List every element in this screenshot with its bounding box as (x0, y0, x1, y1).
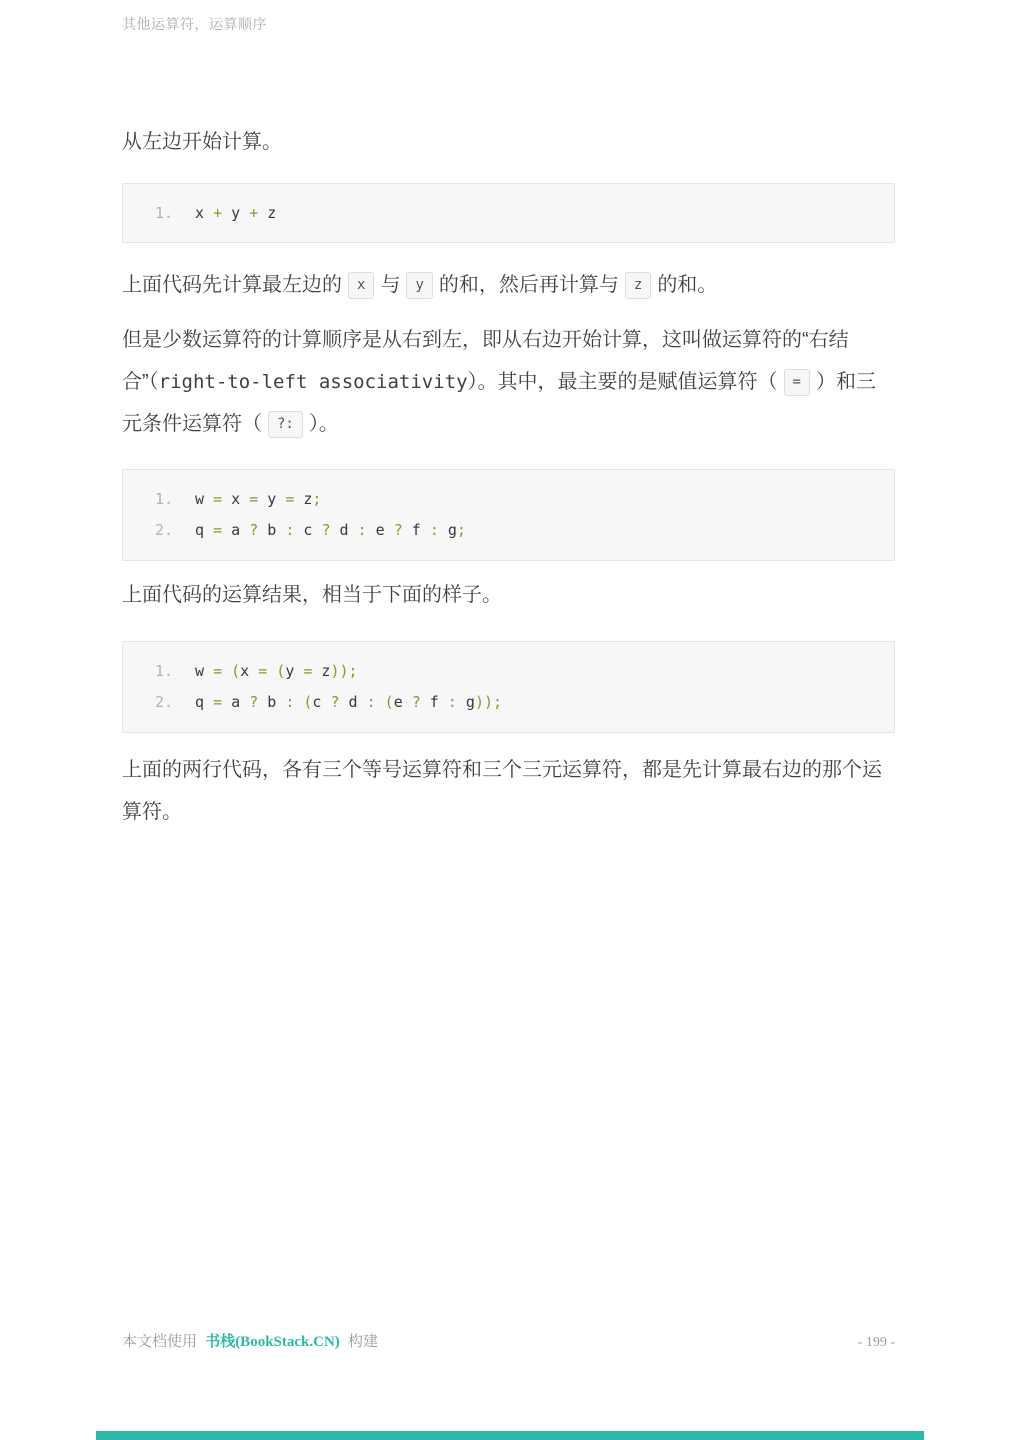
paragraph: 上面代码的运算结果，相当于下面的样子。 (122, 584, 502, 606)
code-line (143, 515, 874, 546)
text-segment: 与 (380, 274, 401, 296)
line-number: 2. (154, 693, 173, 711)
text-segment: 上面代码先计算最左边的 (122, 274, 342, 296)
footer-accent-bar (96, 1431, 924, 1440)
inline-code: z (625, 272, 651, 299)
code-line (143, 687, 874, 718)
code-token-identifier: y (258, 490, 286, 508)
code-token-identifier: b (258, 521, 286, 539)
code-token-identifier: z (312, 662, 331, 680)
code-block (122, 183, 895, 243)
code-token-identifier: y (222, 204, 250, 222)
code-token-identifier: w (195, 662, 214, 680)
bookstack-link[interactable]: 书栈(BookStack.CN) (205, 1334, 340, 1350)
code-token-operator: = (213, 693, 223, 711)
code-token-identifier: g (456, 693, 475, 711)
code-token-operator: = (213, 490, 223, 508)
text-segment: ）和三元条件运算符（ (122, 371, 876, 435)
paragraph (122, 319, 895, 445)
code-token-operator: )); (474, 693, 503, 711)
line-number: 1. (154, 204, 173, 222)
code-token-operator: ( (384, 693, 394, 711)
line-number: 1. (154, 662, 173, 680)
code-token-identifier: y (285, 662, 304, 680)
inline-code: ?: (268, 411, 303, 438)
footer-text-suffix: 构建 (347, 1333, 378, 1350)
code-token-operator: ; (312, 490, 322, 508)
code-token-identifier: e (366, 521, 394, 539)
code-line (143, 484, 874, 515)
code-token-operator: = (249, 490, 259, 508)
code-token-identifier: x (222, 490, 250, 508)
code-token-operator: : (429, 521, 439, 539)
code-block (122, 469, 895, 561)
code-token-identifier: g (438, 521, 457, 539)
text-segment: 的和，然后再计算与 (438, 274, 619, 296)
code-token-identifier: z (294, 490, 313, 508)
code-line (143, 198, 874, 228)
code-token-identifier: f (402, 521, 430, 539)
code-token-operator: + (213, 204, 223, 222)
code-token-operator: = (213, 521, 223, 539)
code-token-identifier (267, 662, 276, 680)
line-number: 1. (154, 490, 173, 508)
footer-text-prefix: 本文档使用 (122, 1333, 198, 1350)
code-token-operator: ? (321, 521, 331, 539)
text-segment: ）。其中，最主要的是赋值运算符（ (467, 371, 778, 393)
code-token-identifier: z (258, 204, 277, 222)
code-token-identifier (376, 693, 385, 711)
code-token-identifier: a (222, 693, 250, 711)
code-token-operator: ? (393, 521, 403, 539)
code-token-identifier: d (339, 693, 367, 711)
code-token-operator: = (303, 662, 313, 680)
code-token-operator: ( (303, 693, 313, 711)
code-token-operator: + (249, 204, 259, 222)
code-token-identifier: x (240, 662, 259, 680)
text-segment: 但是少数运算符的计算顺序是从右到左，即从右边开始计算，这叫做运算符的“右结合”（ (122, 329, 849, 393)
code-token-operator: = (258, 662, 268, 680)
breadcrumb: 其他运算符，运算顺序 (122, 16, 267, 32)
code-token-identifier: f (420, 693, 448, 711)
paragraph: 上面的两行代码，各有三个等号运算符和三个三元运算符，都是先计算最右边的那个运算符。 (122, 759, 882, 823)
code-token-identifier (222, 662, 231, 680)
code-token-operator: : (447, 693, 457, 711)
inline-code: = (784, 369, 810, 396)
document-body (122, 128, 895, 833)
code-token-identifier: x (195, 204, 214, 222)
code-token-operator: : (285, 693, 295, 711)
code-token-identifier: c (294, 521, 322, 539)
code-line (143, 656, 874, 687)
code-token-identifier: e (393, 693, 412, 711)
code-token-operator: ? (411, 693, 421, 711)
text-segment: ）。 (308, 413, 339, 435)
code-token-operator: = (285, 490, 295, 508)
inline-term: right-to-left associativity (158, 371, 468, 393)
line-number: 2. (154, 521, 173, 539)
code-token-identifier: b (258, 693, 286, 711)
code-token-operator: ( (231, 662, 241, 680)
inline-code: x (348, 272, 374, 299)
code-token-operator: ? (249, 521, 259, 539)
code-token-operator: : (285, 521, 295, 539)
page-footer (122, 1330, 895, 1351)
code-token-identifier: q (195, 693, 214, 711)
code-token-operator: ; (456, 521, 466, 539)
code-token-identifier: q (195, 521, 214, 539)
page-number: - 199 - (857, 1335, 895, 1350)
code-token-operator: ? (249, 693, 259, 711)
paragraph (122, 267, 895, 303)
code-token-operator: ? (330, 693, 340, 711)
code-token-identifier: w (195, 490, 214, 508)
code-token-identifier: c (312, 693, 331, 711)
code-block (122, 641, 895, 733)
inline-code: y (406, 272, 432, 299)
code-token-identifier: d (330, 521, 358, 539)
footer-credit (122, 1330, 378, 1351)
code-token-operator: : (366, 693, 376, 711)
code-token-operator: : (357, 521, 367, 539)
code-token-operator: = (213, 662, 223, 680)
code-token-operator: ( (276, 662, 286, 680)
code-token-operator: )); (330, 662, 358, 680)
text-segment: 的和。 (657, 274, 718, 296)
code-token-identifier: a (222, 521, 250, 539)
paragraph: 从左边开始计算。 (122, 131, 282, 153)
